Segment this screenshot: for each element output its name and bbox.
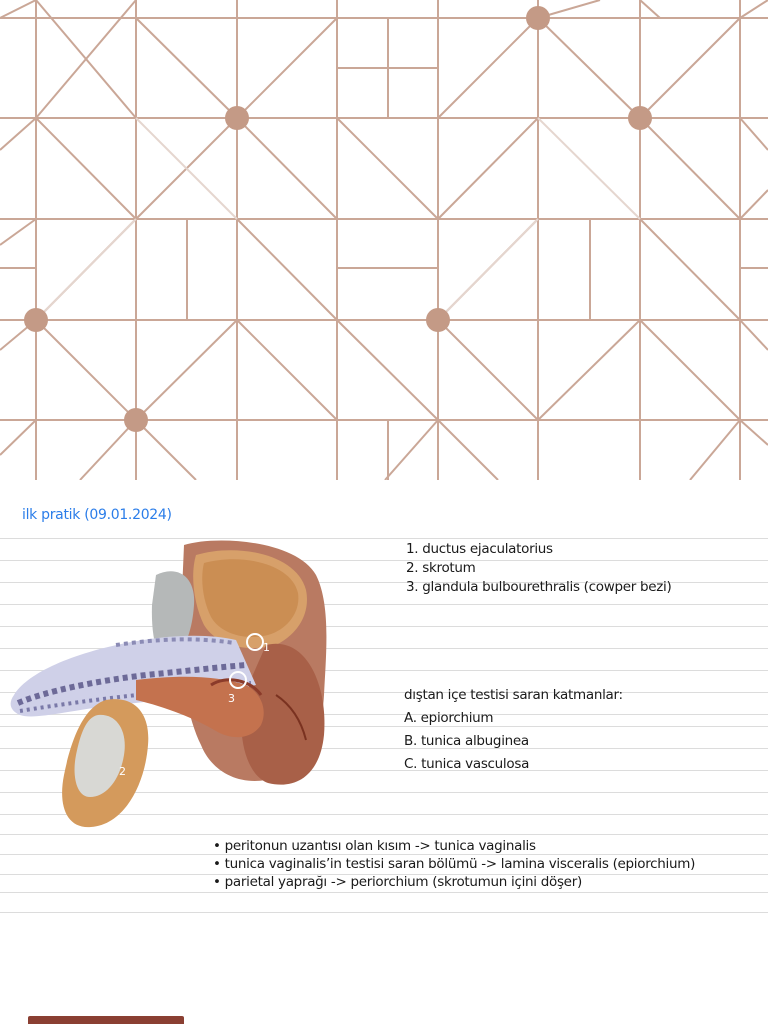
specimen-photo: [6, 535, 336, 835]
layer-item: C. tunica vasculosa: [404, 756, 530, 772]
cover-pattern: [0, 0, 768, 480]
bullet-item: • parietal yaprağı -> periorchium (skrotumun içini döşer): [213, 874, 582, 890]
label-item: 3. glandula bulbourethralis (cowper bezi): [406, 579, 672, 595]
marker-3-label: 3: [228, 692, 235, 705]
marker-2-label: 2: [119, 765, 126, 778]
note-heading: ilk pratik (09.01.2024): [22, 507, 172, 523]
label-item: 1. ductus ejaculatorius: [406, 541, 553, 557]
label-item: 2. skrotum: [406, 560, 476, 576]
specimen-labels: [406, 540, 671, 597]
bullet-item: • peritonun uzantısı olan kısım -> tunica vaginalis: [213, 838, 536, 854]
layer-item: B. tunica albuginea: [404, 733, 529, 749]
layers-title: dıştan içe testisi saran katmanlar:: [404, 687, 623, 703]
bullet-notes: [213, 837, 695, 891]
bullet-item: • tunica vaginalis’in testisi saran bölümü -> lamina visceralis (epiorchium): [213, 856, 696, 872]
layer-item: A. epiorchium: [404, 710, 494, 726]
layers-list: [404, 707, 529, 776]
next-page-image: [28, 1016, 184, 1024]
marker-1-label: 1: [263, 641, 270, 654]
